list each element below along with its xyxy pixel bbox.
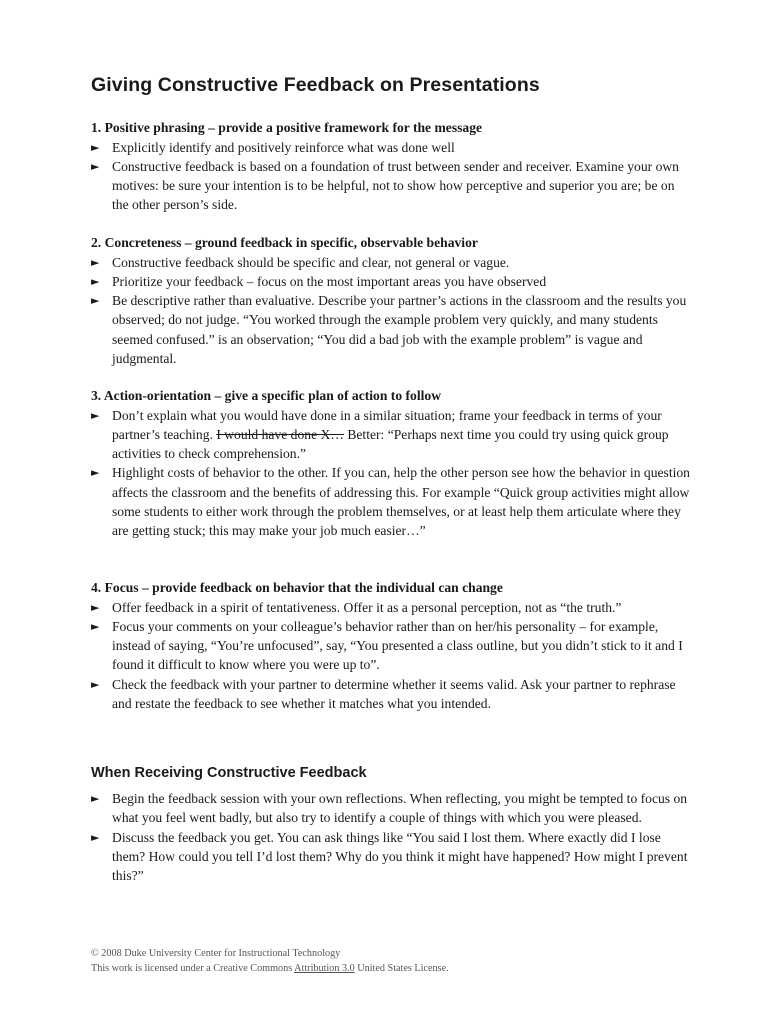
bullet-list	[91, 253, 691, 369]
list-item-text: Be descriptive rather than evaluative. Describe your partner’s actions in the classroom and the results you observed; do not judge. “You worked through the example problem very quickly, and many students seemed confused.” is an observation; “You did a bad job with the example problem” is vague and judgmental.	[112, 293, 687, 366]
bullet-arrow-icon: ►	[91, 408, 100, 422]
license-line	[91, 961, 449, 976]
list-item	[91, 253, 691, 272]
receiving-heading: When Receiving Constructive Feedback	[91, 765, 367, 781]
footer	[91, 946, 449, 976]
list-item-text: Offer feedback in a spirit of tentativeness. Offer it as a personal perception, not as “the truth.”	[112, 599, 622, 615]
bullet-arrow-icon: ►	[91, 600, 100, 614]
list-item-text: Discuss the feedback you get. You can ask things like “You said I lost them. Where exactly did I lose them? How could you tell I’d lost them? Why do you think it might have happened? How might I prevent this?”	[112, 829, 688, 884]
list-item	[91, 617, 691, 675]
section-heading: 1. Positive phrasing – provide a positive framework for the message	[91, 120, 483, 135]
bullet-arrow-icon: ►	[91, 255, 100, 269]
bullet-arrow-icon: ►	[91, 274, 100, 288]
bullet-arrow-icon: ►	[91, 830, 100, 844]
list-item-text-after: Better: “Perhaps next time you could try using quick group activities to check comprehension.”	[112, 426, 669, 462]
section-heading: 4. Focus – provide feedback on behavior that the individual can change	[91, 580, 503, 595]
list-item-text-before: Don’t explain what you would have done in a similar situation; frame your feedback in terms of your partner’s teaching.	[112, 407, 662, 442]
list-item	[91, 406, 691, 464]
license-link[interactable]: Attribution 3.0	[294, 963, 355, 974]
bullet-arrow-icon: ►	[91, 140, 100, 154]
list-item	[91, 789, 691, 828]
list-item-text: Highlight costs of behavior to the other. If you can, help the other person see how the behavior in question affects the classroom and the benefits of addressing this. For example “Quick group activities might allow some students to either work through the problem themselves, or at least help them articulate where they are getting stuck; this may make your job much easier…”	[112, 465, 690, 539]
bullet-arrow-icon: ►	[91, 792, 100, 805]
list-item	[91, 291, 691, 368]
list-item	[91, 828, 691, 886]
bullet-arrow-icon: ►	[91, 159, 100, 173]
list-item-text: Explicitly identify and positively reinforce what was done well	[112, 139, 455, 155]
bullet-list	[91, 789, 691, 885]
bullet-list	[91, 138, 691, 215]
license-text-end: United States License.	[354, 963, 449, 974]
section-focus	[91, 578, 691, 713]
list-item	[91, 138, 691, 157]
bullet-arrow-icon: ►	[91, 466, 100, 480]
list-item	[91, 157, 691, 215]
section-receiving	[91, 789, 691, 885]
section-action-orientation	[91, 386, 691, 541]
list-item	[91, 675, 691, 714]
bullet-arrow-icon: ►	[91, 294, 100, 308]
list-item-text: Constructive feedback is based on a foundation of trust between sender and receiver. Examine your own motives: be sure your intention is to be helpful, not to show how perceptive and superior you are; be on the other person’s side.	[112, 158, 679, 213]
list-item-text: Prioritize your feedback – focus on the most important areas you have observed	[112, 273, 547, 289]
bullet-list	[91, 598, 691, 714]
bullet-list	[91, 406, 691, 541]
list-item-text: Begin the feedback session with your own reflections. When reflecting, you might be tempted to focus on what you feel went badly, but also try to identify a couple of things with which you were pleased.	[112, 791, 688, 826]
section-concreteness	[91, 233, 691, 368]
bullet-arrow-icon: ►	[91, 677, 100, 691]
section-heading: 3. Action-orientation – give a specific plan of action to follow	[91, 388, 442, 403]
copyright-line: © 2008 Duke University Center for Instructional Technology	[91, 948, 341, 959]
list-item	[91, 272, 691, 291]
list-item	[91, 463, 691, 540]
page-title: Giving Constructive Feedback on Presentations	[91, 74, 540, 96]
list-item	[91, 598, 691, 617]
list-item-text: Constructive feedback should be specific and clear, not general or vague.	[112, 254, 510, 270]
struck-example-text: I would have done X…	[216, 426, 344, 442]
license-text: This work is licensed under a Creative Commons	[91, 963, 295, 974]
list-item-text: Check the feedback with your partner to determine whether it seems valid. Ask your partner to rephrase and restate the feedback to see whether it matches what you intended.	[112, 676, 676, 711]
section-positive-phrasing	[91, 118, 691, 215]
bullet-arrow-icon: ►	[91, 619, 100, 633]
section-heading: 2. Concreteness – ground feedback in specific, observable behavior	[91, 235, 478, 250]
list-item-text: Focus your comments on your colleague’s behavior rather than on her/his personality – for example, instead of saying, “You’re unfocused”, say, “You presented a class outline, but you didn’t stick to it and I found it difficult to know where you were up to”.	[112, 618, 683, 673]
